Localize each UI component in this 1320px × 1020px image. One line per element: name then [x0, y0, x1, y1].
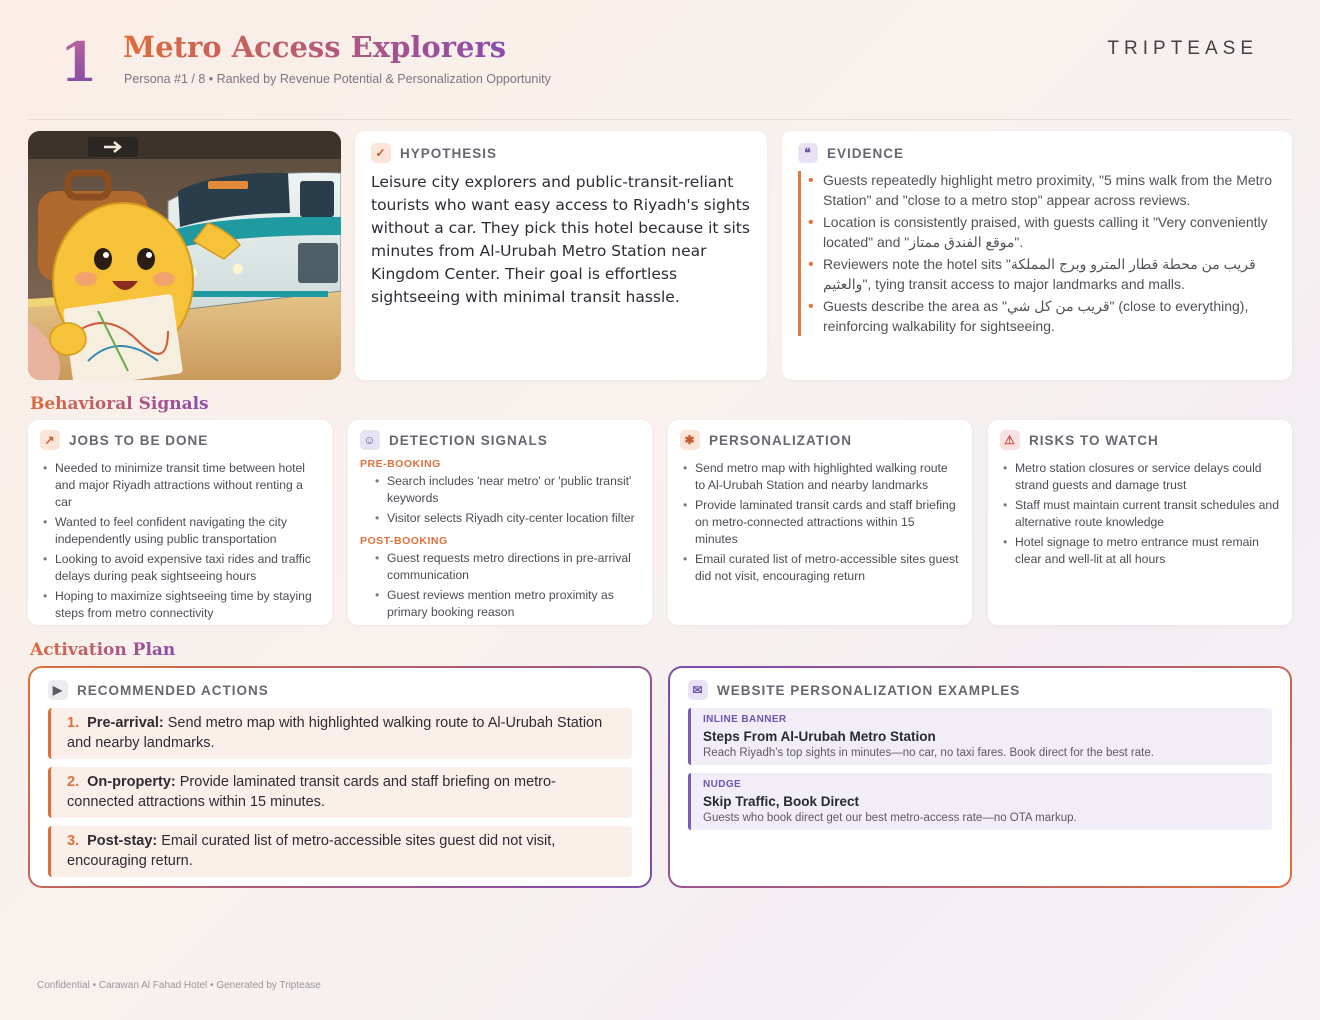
- hypothesis-text: Leisure city explorers and public-transit-reliant tourists who want easy access to Riyadh's sights without a car. They pick this hotel because it sits minutes from Al-Urubah Metro Station near Kingdom Center. Their goal is effortless sightseeing with minimal transit hassle.: [371, 173, 750, 306]
- detection-heading: [360, 430, 640, 450]
- detection-card: [348, 420, 652, 625]
- persona-illustration: [28, 131, 341, 380]
- hypothesis-heading-label: HYPOTHESIS: [400, 145, 498, 161]
- evidence-item: • Guests repeatedly highlight metro proximity, "5 mins walk from the Metro Station" and "close to a metro stop" appear across reviews.: [823, 171, 1276, 210]
- detection-heading-label: DETECTION SIGNALS: [389, 432, 548, 448]
- hypothesis-heading: [371, 143, 751, 163]
- risks-heading-label: RISKS TO WATCH: [1029, 432, 1159, 448]
- personalization-heading: [680, 430, 960, 450]
- recommended-actions-heading: [48, 680, 632, 700]
- action-item: [48, 708, 632, 759]
- footer-text: Confidential • Carawan Al Fahad Hotel • Generated by Triptease: [37, 980, 321, 991]
- recommended-actions-card: [28, 666, 652, 888]
- evidence-item: • Reviewers note the hotel sits "قريب من محطة قطار المترو وبرج المملكة والعثيم", tying transit access to major landmarks and malls.: [823, 255, 1276, 294]
- action-item: [48, 826, 632, 877]
- warning-icon: ⚠: [1000, 430, 1020, 450]
- nudge-example: [688, 773, 1272, 830]
- jobs-heading: [40, 430, 320, 450]
- persona-subtitle: Persona #1 / 8 • Ranked by Revenue Potential & Personalization Opportunity: [124, 72, 551, 86]
- action-number: 3.: [67, 833, 80, 849]
- activation-plan-title: Activation Plan: [30, 640, 176, 660]
- list-item: • Staff must maintain current transit schedules and alternative route knowledge: [1000, 497, 1280, 531]
- jobs-heading-label: JOBS TO BE DONE: [69, 432, 209, 448]
- jobs-list: [40, 460, 320, 622]
- quote-icon: ❝: [798, 143, 818, 163]
- arrow-up-right-icon: ↗: [40, 430, 60, 450]
- play-icon: ▶: [48, 680, 68, 700]
- personalization-heading-label: PERSONALIZATION: [709, 432, 852, 448]
- action-text: Email curated list of metro-accessible sites guest did not visit, encouraging return.: [67, 833, 556, 869]
- list-item: • Guest requests metro directions in pre-arrival communication: [360, 550, 640, 584]
- hypothesis-card: [355, 131, 767, 380]
- evidence-item: • Guests describe the area as "قريب من كل شي" (close to everything), reinforcing walkability for sightseeing.: [823, 297, 1276, 336]
- example-label: INLINE BANNER: [703, 714, 787, 725]
- brand-logo: TRIPTEASE: [1107, 38, 1258, 59]
- example-label: NUDGE: [703, 779, 742, 790]
- list-item: • Provide laminated transit cards and staff briefing on metro-connected attractions within 15 minutes: [680, 497, 960, 548]
- list-item: • Hotel signage to metro entrance must remain clear and well-lit at all hours: [1000, 534, 1280, 568]
- example-body: Reach Riyadh's top sights in minutes—no car, no taxi fares. Book direct for the best rate.: [703, 747, 1154, 759]
- list-item: • Hoping to maximize sightseeing time by staying steps from metro connectivity: [40, 588, 320, 622]
- example-body: Guests who book direct get our best metro-access rate—no OTA markup.: [703, 812, 1077, 824]
- jobs-card: [28, 420, 332, 625]
- action-number: 2.: [67, 774, 80, 790]
- persona-title: Metro Access Explorers: [123, 30, 507, 64]
- example-headline: Skip Traffic, Book Direct: [703, 794, 860, 809]
- action-label: Pre-arrival:: [87, 715, 164, 731]
- website-personalization-heading: [688, 680, 1272, 700]
- evidence-list: [798, 171, 1276, 336]
- personalization-card: [668, 420, 972, 625]
- list-item: • Send metro map with highlighted walking route to Al-Urubah Station and nearby landmarks: [680, 460, 960, 494]
- website-personalization-card: [668, 666, 1292, 888]
- smile-icon: ☺: [360, 430, 380, 450]
- list-item: • Needed to minimize transit time between hotel and major Riyadh attractions without renting a car: [40, 460, 320, 511]
- website-personalization-heading-label: WEBSITE PERSONALIZATION EXAMPLES: [717, 682, 1021, 698]
- sparkle-icon: ✱: [680, 430, 700, 450]
- action-text: Send metro map with highlighted walking route to Al-Urubah Station and nearby landmarks.: [67, 715, 603, 751]
- evidence-item: • Location is consistently praised, with guests calling it "Very conveniently located" and "موقع الفندق ممتاز".: [823, 213, 1276, 252]
- evidence-card: [782, 131, 1292, 380]
- checkmark-icon: ✓: [371, 143, 391, 163]
- risks-heading: [1000, 430, 1280, 450]
- list-item: • Search includes 'near metro' or 'public transit' keywords: [360, 473, 640, 507]
- risks-card: [988, 420, 1292, 625]
- post-booking-label: POST-BOOKING: [360, 535, 448, 547]
- action-label: Post-stay:: [87, 833, 158, 849]
- risks-list: [1000, 460, 1280, 568]
- personalization-list: [680, 460, 960, 585]
- persona-rank: 1: [60, 30, 98, 94]
- list-item: • Visitor selects Riyadh city-center location filter: [360, 510, 640, 527]
- list-item: • Metro station closures or service delays could strand guests and damage trust: [1000, 460, 1280, 494]
- example-headline: Steps From Al-Urubah Metro Station: [703, 729, 936, 744]
- list-item: • Email curated list of metro-accessible sites guest did not visit, encouraging return: [680, 551, 960, 585]
- action-text: Provide laminated transit cards and staff briefing on metro-connected attractions within 15 minutes.: [67, 774, 556, 810]
- evidence-heading: [798, 143, 1276, 163]
- pre-booking-label: PRE-BOOKING: [360, 458, 441, 470]
- recommended-actions-heading-label: RECOMMENDED ACTIONS: [77, 682, 269, 698]
- inline-banner-example: [688, 708, 1272, 765]
- behavioral-signals-title: Behavioral Signals: [30, 394, 209, 414]
- list-item: • Wanted to feel confident navigating the city independently using public transportation: [40, 514, 320, 548]
- action-number: 1.: [67, 715, 80, 731]
- list-item: • Looking to avoid expensive taxi rides and traffic delays during peak sightseeing hours: [40, 551, 320, 585]
- evidence-heading-label: EVIDENCE: [827, 145, 905, 161]
- post-booking-list: [360, 550, 640, 621]
- metro-mascot-image: [28, 131, 341, 380]
- mail-icon: ✉: [688, 680, 708, 700]
- pre-booking-list: [360, 473, 640, 527]
- action-label: On-property:: [87, 774, 176, 790]
- action-item: [48, 767, 632, 818]
- list-item: • Guest reviews mention metro proximity as primary booking reason: [360, 587, 640, 621]
- persona-header: [28, 24, 1292, 120]
